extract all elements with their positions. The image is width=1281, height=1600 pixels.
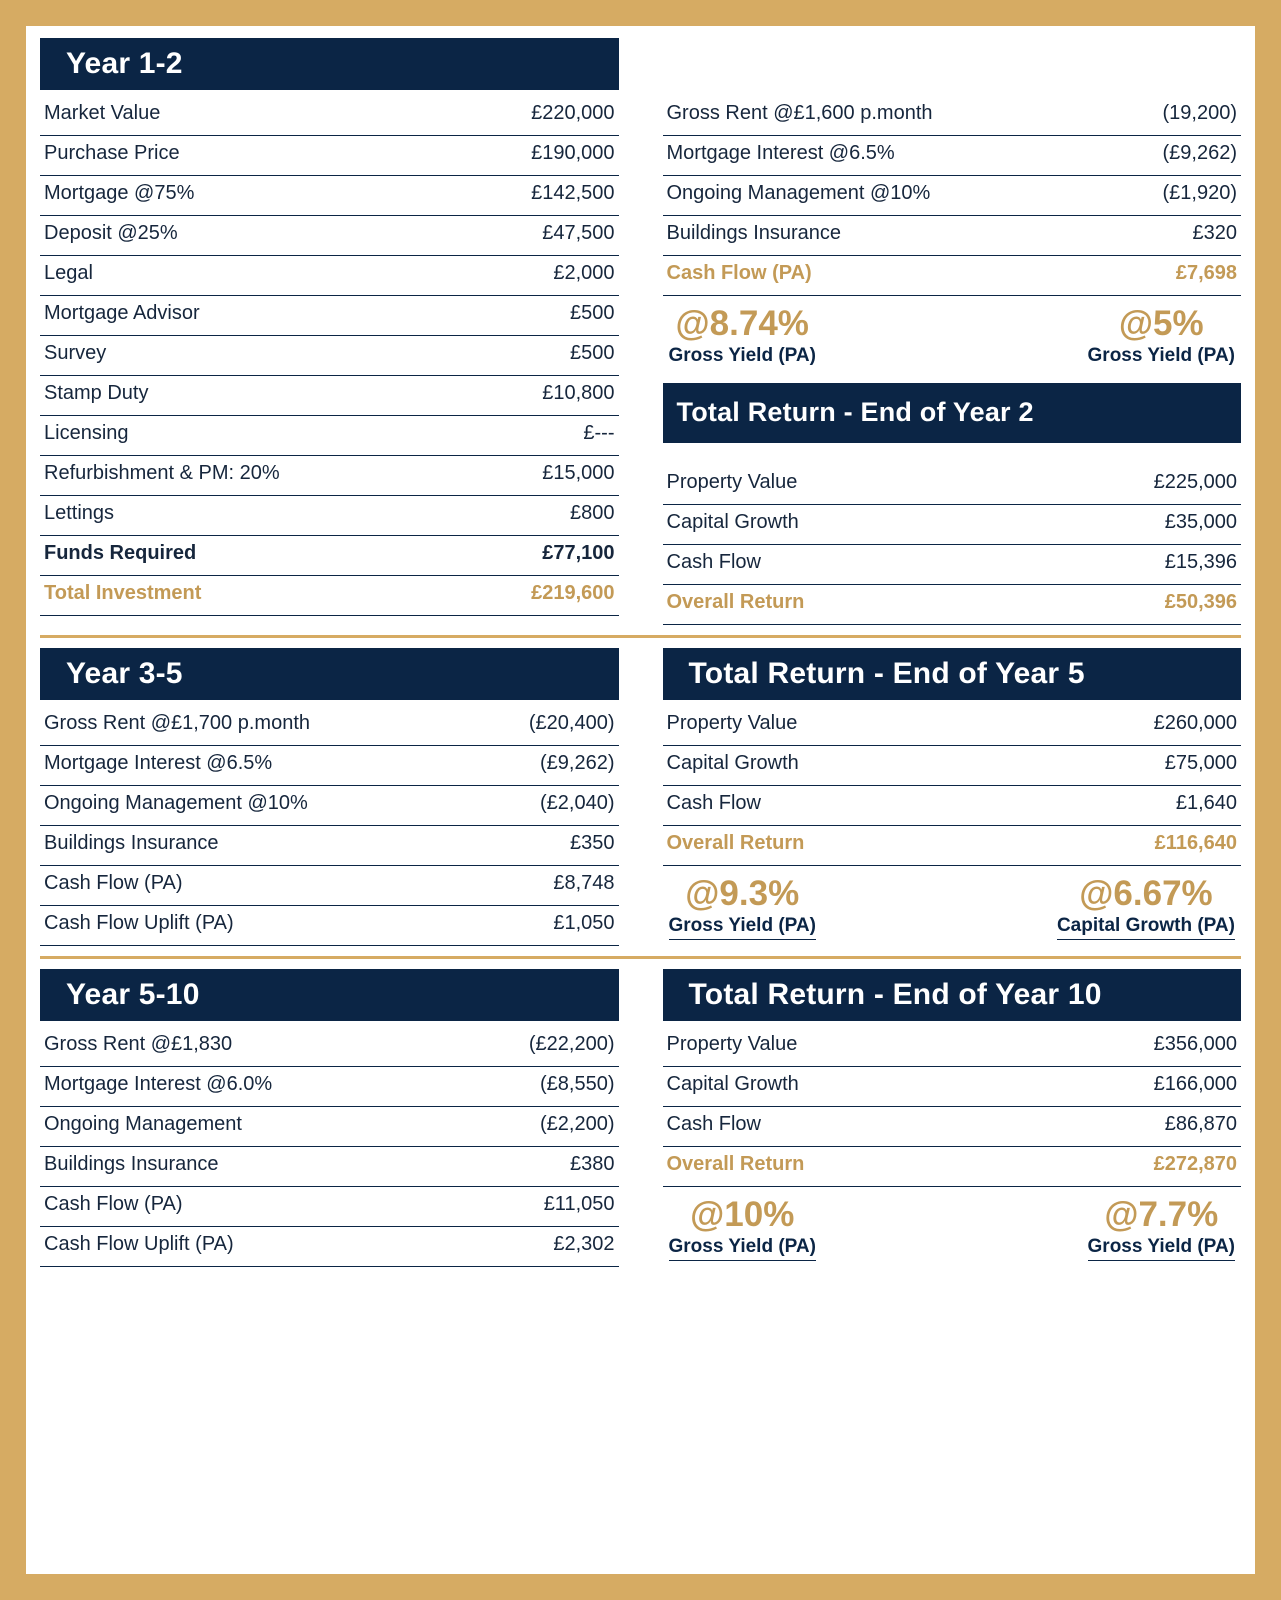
table-row (663, 505, 1242, 545)
yield-percent: @6.67% (1079, 873, 1213, 913)
year-5-10-left-column (40, 969, 641, 1267)
row-value: £15,000 (542, 462, 615, 484)
row-label: Lettings (44, 502, 115, 524)
row-value: £7,698 (1175, 262, 1237, 284)
year-5-10-right-column (641, 969, 1242, 1267)
row-value: £2,302 (553, 1232, 615, 1255)
year-1-2-yield-group (663, 296, 1242, 371)
yield-caption: Gross Yield (PA) (668, 1235, 816, 1257)
row-label: Property Value (666, 711, 798, 734)
row-value: £320 (1192, 222, 1237, 244)
section-divider (40, 635, 1241, 638)
table-row (663, 96, 1242, 136)
row-value: £35,000 (1164, 510, 1237, 533)
table-row (663, 786, 1242, 826)
row-label: Property Value (666, 1032, 798, 1055)
total-return-year-2-header: Total Return - End of Year 2 (663, 383, 1242, 443)
row-value: (£9,262) (540, 751, 615, 774)
table-row (663, 746, 1242, 786)
table-row (663, 465, 1242, 505)
row-label: Gross Rent @£1,830 (44, 1032, 233, 1055)
table-row-cash-flow (663, 256, 1242, 296)
row-value: £225,000 (1153, 470, 1237, 493)
row-value: £2,000 (553, 262, 615, 284)
row-value: £500 (570, 302, 615, 324)
row-value: £260,000 (1153, 711, 1237, 734)
row-label: Overall Return (666, 590, 805, 613)
table-row (40, 416, 619, 456)
row-label: Mortgage Interest @6.0% (44, 1072, 273, 1095)
total-return-year-10-header: Total Return - End of Year 10 (663, 969, 1242, 1021)
row-value: £1,640 (1175, 791, 1237, 814)
table-row (663, 545, 1242, 585)
yield-caption: Gross Yield (PA) (1087, 344, 1235, 366)
table-row (40, 296, 619, 336)
row-value: £86,870 (1164, 1112, 1237, 1135)
row-value: (£2,040) (540, 791, 615, 814)
row-label: Mortgage Advisor (44, 302, 200, 324)
table-row (40, 176, 619, 216)
yield-percent: @9.3% (685, 873, 800, 913)
yield-caption: Gross Yield (PA) (1087, 1235, 1235, 1257)
row-label: Stamp Duty (44, 382, 149, 404)
table-row (40, 256, 619, 296)
row-label: Cash Flow (PA) (44, 871, 183, 894)
row-label: Funds Required (44, 542, 197, 564)
table-row (40, 746, 619, 786)
row-label: Property Value (666, 470, 798, 493)
row-label: Capital Growth (666, 510, 799, 533)
row-label: Legal (44, 262, 93, 284)
row-value: £380 (570, 1152, 615, 1175)
table-row (40, 706, 619, 746)
document-body (26, 26, 1255, 1574)
row-label: Capital Growth (666, 751, 799, 774)
row-label: Market Value (44, 102, 161, 124)
row-value: £500 (570, 342, 615, 364)
row-value: £356,000 (1153, 1032, 1237, 1055)
table-row (40, 1107, 619, 1147)
table-row (663, 216, 1242, 256)
table-row-funds-required (40, 536, 619, 576)
row-label: Ongoing Management @10% (666, 182, 931, 204)
row-value: £220,000 (531, 102, 615, 124)
year-3-5-header: Year 3-5 (40, 648, 619, 700)
table-row (40, 336, 619, 376)
row-label: Cash Flow Uplift (PA) (44, 1232, 234, 1255)
year-1-2-header: Year 1-2 (40, 38, 619, 90)
table-row (40, 1147, 619, 1187)
table-row (663, 706, 1242, 746)
table-row (40, 786, 619, 826)
table-row (663, 1067, 1242, 1107)
table-row-overall-return (663, 585, 1242, 625)
row-label: Cash Flow (666, 791, 761, 814)
table-row (40, 376, 619, 416)
row-label: Cash Flow (PA) (666, 262, 812, 284)
row-label: Gross Rent @£1,600 p.month (666, 102, 933, 124)
row-label: Mortgage @75% (44, 182, 195, 204)
table-row (663, 1027, 1242, 1067)
row-value: £116,640 (1154, 831, 1237, 854)
table-row (40, 1067, 619, 1107)
yield-caption: Gross Yield (PA) (668, 914, 816, 936)
row-value: £272,870 (1153, 1152, 1237, 1175)
section-divider (40, 956, 1241, 959)
row-value: £75,000 (1164, 751, 1237, 774)
table-row (40, 906, 619, 946)
row-label: Buildings Insurance (44, 1152, 219, 1175)
row-value: £15,396 (1164, 550, 1237, 573)
row-value: (£20,400) (528, 711, 615, 734)
row-value: (£22,200) (528, 1032, 615, 1055)
yield-block (1088, 306, 1235, 367)
yield-block (668, 1194, 816, 1261)
yield-caption: Gross Yield (PA) (668, 344, 816, 366)
table-row (663, 136, 1242, 176)
table-row-overall-return (663, 826, 1242, 866)
row-label: Cash Flow (666, 550, 761, 573)
row-label: Licensing (44, 422, 129, 444)
row-label: Cash Flow Uplift (PA) (44, 911, 234, 934)
row-value: (£8,550) (540, 1072, 615, 1095)
table-row (40, 96, 619, 136)
table-row (663, 1107, 1242, 1147)
row-value: £800 (570, 502, 615, 524)
row-value: £219,600 (531, 582, 615, 604)
row-label: Cash Flow (666, 1112, 761, 1135)
row-value: £142,500 (531, 182, 615, 204)
year-5-10-header: Year 5-10 (40, 969, 619, 1021)
section-year-1-2 (40, 38, 1241, 625)
year-3-5-left-column (40, 648, 641, 946)
row-value: £1,050 (553, 911, 615, 934)
table-row (40, 456, 619, 496)
table-row (40, 826, 619, 866)
year-5-10-yield-group (663, 1187, 1242, 1265)
yield-percent: @10% (690, 1194, 795, 1234)
row-label: Overall Return (666, 831, 805, 854)
year-3-5-right-column (641, 648, 1242, 946)
total-return-year-5-header: Total Return - End of Year 5 (663, 648, 1242, 700)
yield-block (1056, 873, 1235, 940)
yield-percent: @5% (1118, 304, 1204, 343)
table-row (40, 1187, 619, 1227)
row-value: £8,748 (553, 871, 615, 894)
section-year-3-5 (40, 648, 1241, 946)
yield-percent: @8.74% (675, 304, 809, 343)
table-row (40, 1227, 619, 1267)
table-row (40, 866, 619, 906)
table-row-overall-return (663, 1147, 1242, 1187)
row-label: Ongoing Management @10% (44, 791, 308, 814)
year-1-2-left-column (40, 38, 641, 625)
table-row (40, 1027, 619, 1067)
row-value: £190,000 (531, 142, 615, 164)
year-3-5-yield-group (663, 866, 1242, 944)
row-value: £--- (583, 422, 615, 444)
row-value: (£2,200) (540, 1112, 615, 1135)
row-label: Survey (44, 342, 107, 364)
table-row (40, 216, 619, 256)
table-row (40, 136, 619, 176)
year-1-2-right-column (641, 38, 1242, 625)
row-label: Mortgage Interest @6.5% (44, 751, 273, 774)
row-label: Purchase Price (44, 142, 180, 164)
row-value: £47,500 (542, 222, 615, 244)
table-row (663, 176, 1242, 216)
row-value: (19,200) (1162, 102, 1237, 124)
row-value: (£1,920) (1162, 182, 1237, 204)
yield-caption: Capital Growth (PA) (1056, 914, 1235, 936)
row-value: £77,100 (542, 542, 615, 564)
row-value: £10,800 (542, 382, 615, 404)
row-label: Gross Rent @£1,700 p.month (44, 711, 310, 734)
row-label: Mortgage Interest @6.5% (666, 142, 895, 164)
table-row-total-investment (40, 576, 619, 616)
row-value: £11,050 (543, 1192, 615, 1215)
row-value: £50,396 (1164, 590, 1237, 613)
yield-block (668, 873, 816, 940)
row-label: Buildings Insurance (666, 222, 842, 244)
row-value: £350 (570, 831, 615, 854)
row-label: Buildings Insurance (44, 831, 219, 854)
row-label: Refurbishment & PM: 20% (44, 462, 280, 484)
row-label: Overall Return (666, 1152, 805, 1175)
row-label: Capital Growth (666, 1072, 799, 1095)
section-year-5-10 (40, 969, 1241, 1267)
row-label: Cash Flow (PA) (44, 1192, 183, 1215)
yield-block (669, 306, 816, 367)
row-value: £166,000 (1153, 1072, 1237, 1095)
table-row (40, 496, 619, 536)
row-value: (£9,262) (1162, 142, 1237, 164)
row-label: Total Investment (44, 582, 202, 604)
row-label: Ongoing Management (44, 1112, 242, 1135)
yield-percent: @7.7% (1104, 1194, 1219, 1234)
yield-block (1087, 1194, 1235, 1261)
row-label: Deposit @25% (44, 222, 178, 244)
